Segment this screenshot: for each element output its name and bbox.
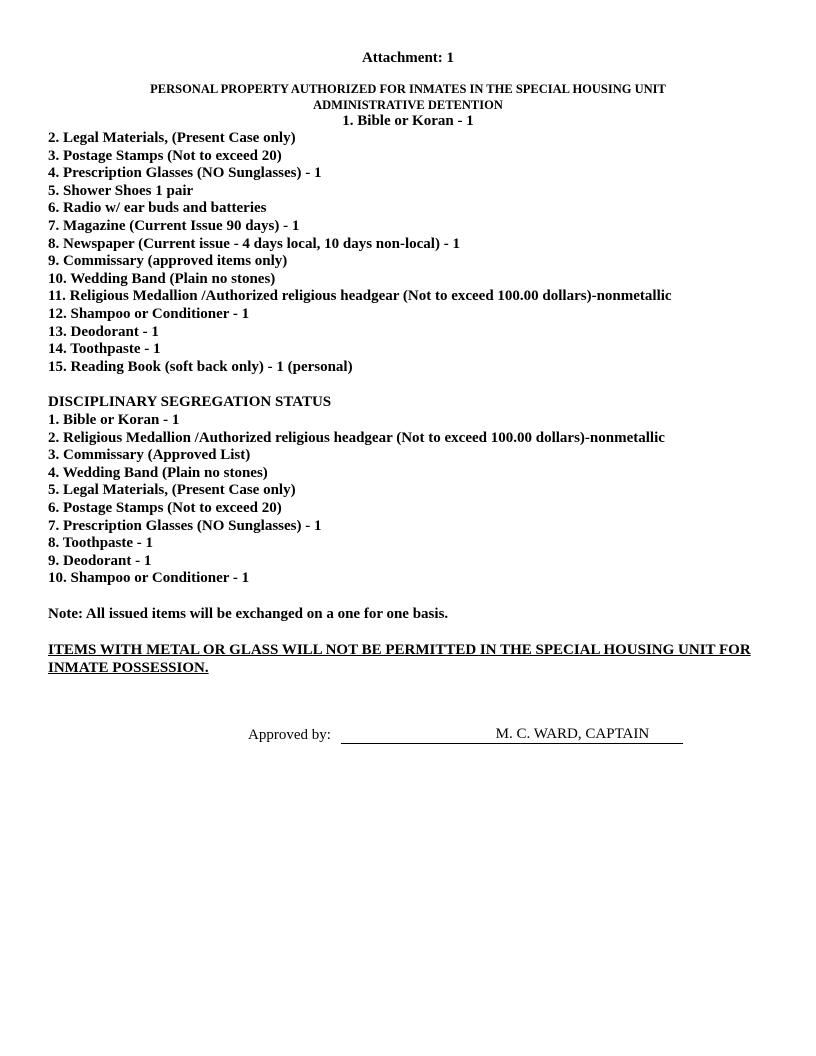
admin-list-item: 11. Religious Medallion /Authorized religious headgear (Not to exceed 100.00 dollars)-nonmetallic [48,288,672,305]
attachment-title: Attachment: 1 [361,50,455,66]
admin-list-item: 14. Toothpaste - 1 [48,341,161,358]
admin-list-item: 15. Reading Book (soft back only) - 1 (personal) [48,358,353,375]
subtitle-line-1: PERSONAL PROPERTY AUTHORIZED FOR INMATES IN THE SPECIAL HOUSING UNIT [150,82,666,96]
disciplinary-list-item: 6. Postage Stamps (Not to exceed 20) [48,499,282,516]
disciplinary-list-item: 3. Commissary (Approved List) [48,447,251,464]
approver-name: M. C. WARD, CAPTAIN [495,726,650,742]
signature-line [341,726,683,744]
admin-list-item: 4. Prescription Glasses (NO Sunglasses) - 1 [48,165,322,182]
admin-list-item: 5. Shower Shoes 1 pair [48,182,194,199]
admin-list-item: 10. Wedding Band (Plain no stones) [48,270,276,287]
metal-glass-warning: ITEMS WITH METAL OR GLASS WILL NOT BE PERMITTED IN THE SPECIAL HOUSING UNIT FOR INMATE POSSESSION. [48,642,751,676]
document-subtitle [0,81,816,113]
disciplinary-heading: DISCIPLINARY SEGREGATION STATUS [48,394,332,410]
disciplinary-list-item: 10. Shampoo or Conditioner - 1 [48,570,250,587]
exchange-note: Note: All issued items will be exchanged on a one for one basis. [48,606,449,622]
disciplinary-list-item: 9. Deodorant - 1 [48,552,152,569]
admin-list-item: 1. Bible or Koran - 1 [342,113,474,129]
admin-list-item: 9. Commissary (approved items only) [48,253,288,270]
admin-list-item: 6. Radio w/ ear buds and batteries [48,200,267,217]
admin-list-item: 12. Shampoo or Conditioner - 1 [48,305,250,322]
approval-label: Approved by: [248,727,331,743]
disciplinary-list [48,412,665,588]
subtitle-line-2: ADMINISTRATIVE DETENTION [313,98,503,112]
admin-list-item: 3. Postage Stamps (Not to exceed 20) [48,147,282,164]
disciplinary-list-item: 4. Wedding Band (Plain no stones) [48,464,268,481]
disciplinary-list-item: 8. Toothpaste - 1 [48,535,154,552]
admin-list-item: 13. Deodorant - 1 [48,323,159,340]
admin-detention-list [48,130,672,376]
disciplinary-list-item: 2. Religious Medallion /Authorized religious headgear (Not to exceed 100.00 dollars)-nonmetallic [48,429,665,446]
approval-block [248,726,683,744]
disciplinary-list-item: 7. Prescription Glasses (NO Sunglasses) - 1 [48,517,322,534]
admin-list-item: 2. Legal Materials, (Present Case only) [48,130,296,146]
admin-list-item: 8. Newspaper (Current issue - 4 days local, 10 days non-local) - 1 [48,235,460,252]
admin-list-item: 7. Magazine (Current Issue 90 days) - 1 [48,217,300,234]
disciplinary-list-item: 5. Legal Materials, (Present Case only) [48,482,296,499]
disciplinary-list-item: 1. Bible or Koran - 1 [48,412,180,428]
